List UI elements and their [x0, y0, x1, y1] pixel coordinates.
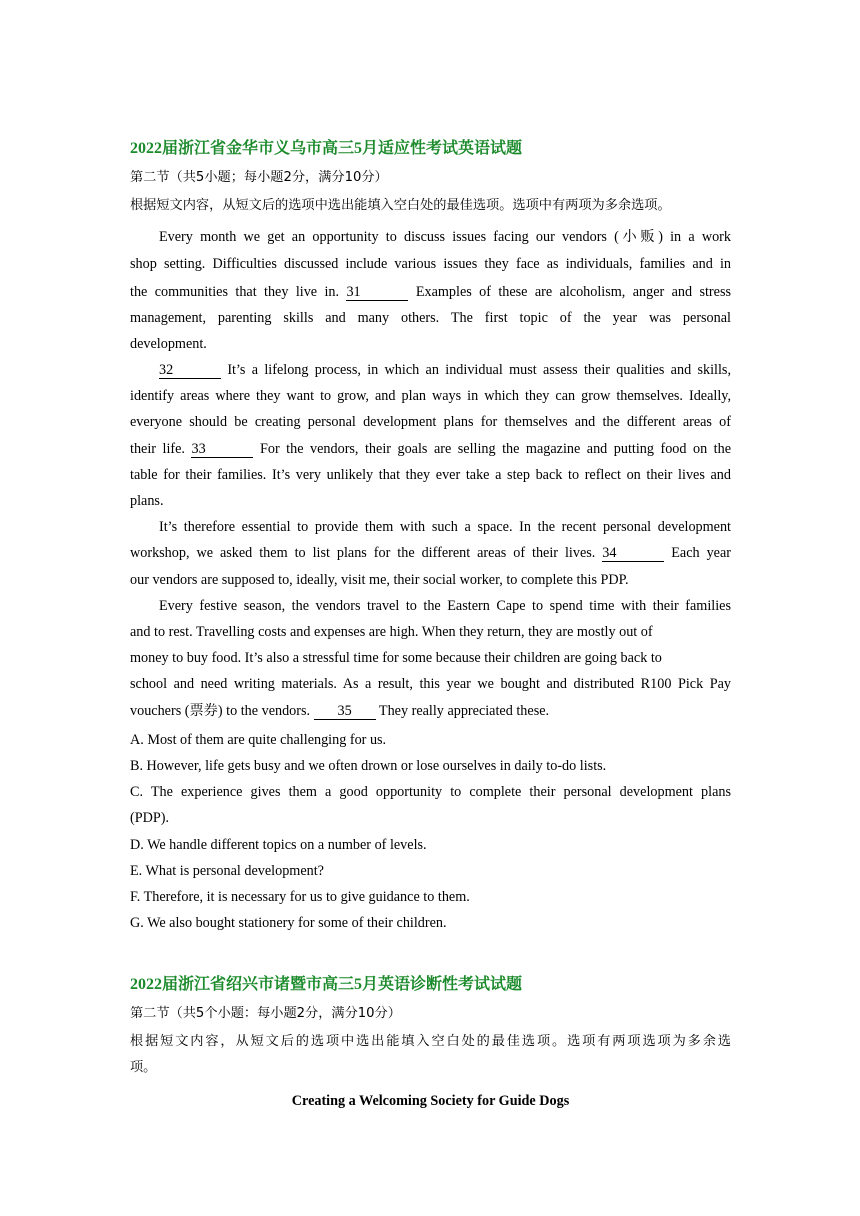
option-item: C. The experience gives them a good opportunity to complete their personal development plans	[130, 784, 731, 800]
passage-text: and to rest. Travelling costs and expenses are high. When they return, they are mostly out of	[130, 624, 653, 640]
passage-text: everyone should be creating personal development plans for themselves and the different areas of	[130, 414, 731, 430]
passage-text: management, parenting skills and many others. The first topic of the year was personal	[130, 310, 731, 326]
answer-blank-35[interactable]: 35	[314, 704, 376, 720]
passage-line	[130, 492, 731, 510]
passage-line	[130, 440, 731, 458]
answer-blank-31[interactable]: 31	[346, 285, 408, 301]
option-item: G. We also bought stationery for some of their children.	[130, 915, 447, 931]
passage-text: our vendors are supposed to, ideally, visit me, their social worker, to complete this PDP.	[130, 572, 629, 588]
section-2-instruction-line-1: 根据短文内容，从短文后的选项中选出能填入空白处的最佳选项。选项有两项选项为多余选	[130, 1034, 731, 1049]
passage-line	[130, 335, 731, 353]
option-item: F. Therefore, it is necessary for us to give guidance to them.	[130, 889, 470, 905]
passage-text: their life.	[130, 441, 192, 457]
passage-text: Every month we get an opportunity to discuss issues facing our vendors (小贩) in a work	[159, 229, 731, 245]
passage-text: It’s a lifelong process, in which an individual must assess their qualities and skills,	[221, 362, 731, 378]
passage-line	[130, 255, 731, 273]
passage-text: workshop, we asked them to list plans for the different areas of their lives.	[130, 545, 603, 561]
option-item: A. Most of them are quite challenging for us.	[130, 732, 387, 748]
option-item: (PDP).	[130, 810, 170, 826]
section-1-title: 2022届浙江省金华市义乌市高三5月适应性考试英语试题	[130, 140, 523, 157]
passage-line	[130, 413, 731, 431]
passage-text: Each year	[664, 545, 731, 561]
passage-line	[130, 649, 731, 667]
option-item: D. We handle different topics on a number of levels.	[130, 837, 427, 853]
passage-line	[130, 387, 731, 405]
passage-text: the communities that they live in.	[130, 284, 347, 300]
passage-text: table for their families. It’s very unlikely that they ever take a step back to reflect on their lives and	[130, 467, 731, 483]
passage-line	[130, 571, 731, 589]
passage-text: For the vendors, their goals are selling the magazine and putting food on the	[253, 441, 732, 457]
passage-line	[130, 518, 731, 536]
section-2-subtitle: 第二节（共5个小题：每小题2分，满分10分）	[130, 1006, 401, 1021]
answer-blank-32[interactable]: 32	[159, 363, 221, 379]
passage-line	[130, 675, 731, 693]
section-2-instruction-line-2: 项。	[130, 1060, 157, 1075]
passage-line	[130, 702, 731, 720]
passage-text: plans.	[130, 493, 164, 509]
passage-line	[130, 228, 731, 246]
passage-text: It’s therefore essential to provide them with such a space. In the recent personal development	[159, 519, 731, 535]
passage-line	[130, 283, 731, 301]
passage-line	[130, 623, 731, 641]
passage-text: Every festive season, the vendors travel to the Eastern Cape to spend time with their families	[159, 598, 731, 614]
passage-line	[130, 309, 731, 327]
passage-text: They really appreciated these.	[375, 703, 550, 719]
passage-line	[130, 466, 731, 484]
section-1-instruction: 根据短文内容，从短文后的选项中选出能填入空白处的最佳选项。选项中有两项为多余选项。	[130, 198, 671, 213]
passage-text: vouchers (票券) to the vendors.	[130, 703, 314, 719]
passage-2-title: Creating a Welcoming Society for Guide Dogs	[291, 1093, 570, 1109]
option-item: E. What is personal development?	[130, 863, 324, 879]
passage-line	[130, 544, 731, 562]
answer-blank-33[interactable]: 33	[191, 442, 253, 458]
passage-text: money to buy food. It’s also a stressful time for some because their children are going back to	[130, 650, 662, 666]
option-item: B. However, life gets busy and we often drown or lose ourselves in daily to-do lists.	[130, 758, 607, 774]
section-1-subtitle: 第二节（共5小题；每小题2分，满分10分）	[130, 170, 388, 185]
passage-text: identify areas where they want to grow, and plan ways in which they can grow themselves. Ideally,	[130, 388, 731, 404]
answer-blank-34[interactable]: 34	[602, 546, 664, 562]
passage-line	[130, 361, 731, 379]
passage-text: school and need writing materials. As a result, this year we bought and distributed R100 Pick Pay	[130, 676, 731, 692]
passage-line	[130, 597, 731, 615]
passage-text: development.	[130, 336, 207, 352]
passage-text: Examples of these are alcoholism, anger and stress	[408, 284, 731, 300]
passage-text: shop setting. Difficulties discussed include various issues they face as individuals, families and in	[130, 256, 731, 272]
section-2-title: 2022届浙江省绍兴市诸暨市高三5月英语诊断性考试试题	[130, 976, 523, 993]
